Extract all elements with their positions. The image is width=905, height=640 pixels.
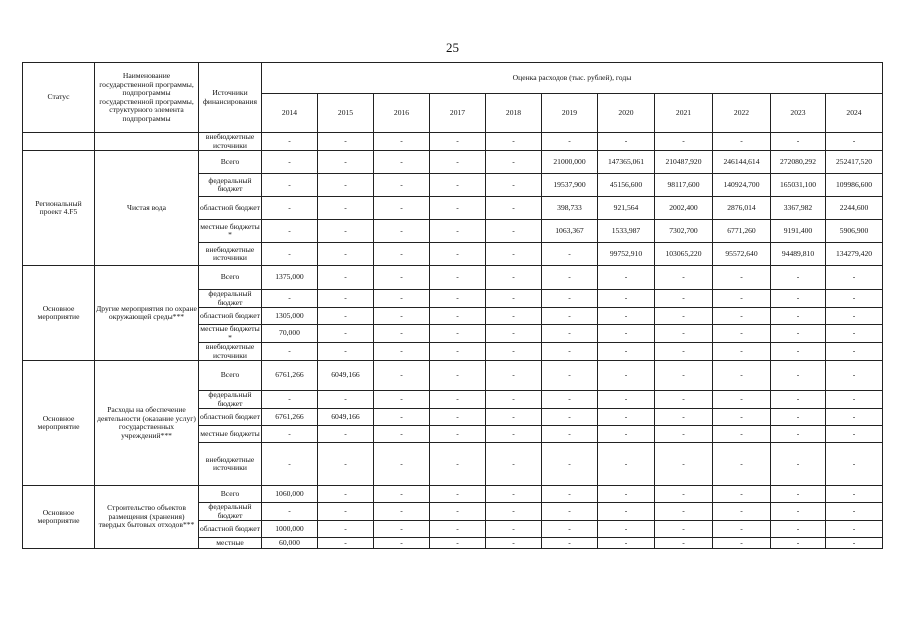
value-cell: - bbox=[430, 308, 486, 325]
table-row bbox=[23, 133, 883, 151]
value-cell: - bbox=[486, 443, 542, 486]
value-cell: 19537,900 bbox=[542, 174, 598, 197]
value-cell: - bbox=[598, 426, 655, 443]
value-cell: - bbox=[542, 486, 598, 503]
value-cell: - bbox=[318, 503, 374, 521]
value-cell: - bbox=[598, 503, 655, 521]
value-cell: - bbox=[713, 538, 771, 549]
value-cell: - bbox=[655, 426, 713, 443]
year-header: 2024 bbox=[826, 94, 883, 133]
value-cell: - bbox=[486, 361, 542, 391]
value-cell: - bbox=[826, 133, 883, 151]
value-cell: - bbox=[771, 538, 826, 549]
value-cell: 99752,910 bbox=[598, 243, 655, 266]
value-cell: 6771,260 bbox=[713, 220, 771, 243]
value-cell: - bbox=[430, 486, 486, 503]
value-cell: - bbox=[318, 290, 374, 308]
value-cell: - bbox=[262, 243, 318, 266]
value-cell: - bbox=[542, 325, 598, 343]
funding-source: внебюджетные источники bbox=[199, 443, 262, 486]
value-cell: - bbox=[486, 325, 542, 343]
value-cell: - bbox=[598, 325, 655, 343]
value-cell: - bbox=[598, 266, 655, 290]
value-cell: - bbox=[826, 343, 883, 361]
value-cell: - bbox=[655, 486, 713, 503]
year-header: 2021 bbox=[655, 94, 713, 133]
row-status: Региональный проект 4.F5 bbox=[23, 151, 95, 266]
value-cell: - bbox=[655, 443, 713, 486]
header-name: Наименование государственной программы, подпрограммы государственной программы, структурного элемента подпрограммы bbox=[95, 63, 199, 133]
value-cell: - bbox=[713, 308, 771, 325]
value-cell: - bbox=[318, 343, 374, 361]
value-cell: - bbox=[374, 220, 430, 243]
value-cell: - bbox=[713, 343, 771, 361]
value-cell: - bbox=[430, 133, 486, 151]
header-cost-group: Оценка расходов (тыс. рублей), годы bbox=[262, 63, 883, 94]
funding-source: Всего bbox=[199, 486, 262, 503]
funding-source: местные бюджеты * bbox=[199, 220, 262, 243]
year-header: 2018 bbox=[486, 94, 542, 133]
row-status: Основное мероприятие bbox=[23, 266, 95, 361]
value-cell: - bbox=[542, 521, 598, 538]
value-cell: - bbox=[655, 391, 713, 409]
value-cell: - bbox=[826, 443, 883, 486]
value-cell: - bbox=[598, 443, 655, 486]
value-cell: - bbox=[542, 538, 598, 549]
funding-source: федеральный бюджет bbox=[199, 290, 262, 308]
value-cell: - bbox=[598, 521, 655, 538]
value-cell: - bbox=[430, 426, 486, 443]
value-cell: - bbox=[374, 174, 430, 197]
value-cell: - bbox=[598, 538, 655, 549]
value-cell: - bbox=[486, 343, 542, 361]
funding-source: областной бюджет bbox=[199, 308, 262, 325]
value-cell: - bbox=[771, 266, 826, 290]
row-program-name: Другие мероприятия по охране окружающей среды*** bbox=[95, 266, 199, 361]
value-cell: - bbox=[486, 151, 542, 174]
value-cell: - bbox=[542, 290, 598, 308]
value-cell: - bbox=[771, 133, 826, 151]
year-header: 2022 bbox=[713, 94, 771, 133]
value-cell: 5906,900 bbox=[826, 220, 883, 243]
value-cell: - bbox=[655, 133, 713, 151]
value-cell: - bbox=[598, 409, 655, 426]
value-cell: 95572,640 bbox=[713, 243, 771, 266]
value-cell: - bbox=[318, 325, 374, 343]
value-cell: - bbox=[771, 521, 826, 538]
value-cell: - bbox=[655, 521, 713, 538]
value-cell: - bbox=[486, 174, 542, 197]
funding-source: областной бюджет bbox=[199, 197, 262, 220]
value-cell: - bbox=[598, 308, 655, 325]
value-cell: - bbox=[542, 503, 598, 521]
value-cell: - bbox=[713, 503, 771, 521]
funding-source: местные bbox=[199, 538, 262, 549]
value-cell: 210487,920 bbox=[655, 151, 713, 174]
value-cell: 60,000 bbox=[262, 538, 318, 549]
header-source: Источники финансирования bbox=[199, 63, 262, 133]
value-cell: - bbox=[486, 308, 542, 325]
value-cell: - bbox=[374, 133, 430, 151]
value-cell: - bbox=[486, 521, 542, 538]
table-row bbox=[23, 361, 883, 391]
value-cell: - bbox=[713, 521, 771, 538]
value-cell: - bbox=[771, 343, 826, 361]
value-cell: - bbox=[374, 266, 430, 290]
value-cell: - bbox=[318, 443, 374, 486]
value-cell: - bbox=[655, 503, 713, 521]
value-cell: - bbox=[374, 361, 430, 391]
value-cell: - bbox=[542, 391, 598, 409]
value-cell: 45156,600 bbox=[598, 174, 655, 197]
value-cell: 921,564 bbox=[598, 197, 655, 220]
row-program-name: Расходы на обеспечение деятельности (оказание услуг) государственных учреждений*** bbox=[95, 361, 199, 486]
value-cell: - bbox=[430, 266, 486, 290]
value-cell: 21000,000 bbox=[542, 151, 598, 174]
funding-source: федеральный бюджет bbox=[199, 174, 262, 197]
row-program-name bbox=[95, 133, 199, 151]
value-cell: - bbox=[598, 486, 655, 503]
value-cell: - bbox=[374, 290, 430, 308]
value-cell: - bbox=[430, 174, 486, 197]
header-status: Статус bbox=[23, 63, 95, 133]
value-cell: - bbox=[655, 325, 713, 343]
funding-source: местные бюджеты bbox=[199, 426, 262, 443]
value-cell: 1000,000 bbox=[262, 521, 318, 538]
value-cell: - bbox=[771, 290, 826, 308]
value-cell: - bbox=[262, 133, 318, 151]
value-cell: - bbox=[374, 343, 430, 361]
value-cell: - bbox=[430, 521, 486, 538]
row-status bbox=[23, 133, 95, 151]
value-cell: 109986,600 bbox=[826, 174, 883, 197]
funding-source: Всего bbox=[199, 151, 262, 174]
value-cell: - bbox=[771, 486, 826, 503]
value-cell: - bbox=[486, 426, 542, 443]
funding-source: внебюджетные источники bbox=[199, 243, 262, 266]
value-cell: - bbox=[430, 443, 486, 486]
value-cell: - bbox=[430, 290, 486, 308]
year-header: 2023 bbox=[771, 94, 826, 133]
value-cell: 103065,220 bbox=[655, 243, 713, 266]
value-cell: 1375,000 bbox=[262, 266, 318, 290]
value-cell: - bbox=[262, 503, 318, 521]
value-cell: - bbox=[826, 391, 883, 409]
value-cell: 1060,000 bbox=[262, 486, 318, 503]
value-cell: - bbox=[486, 290, 542, 308]
value-cell: - bbox=[655, 266, 713, 290]
value-cell: - bbox=[486, 197, 542, 220]
value-cell: 98117,600 bbox=[655, 174, 713, 197]
value-cell: - bbox=[318, 521, 374, 538]
value-cell: 94489,810 bbox=[771, 243, 826, 266]
value-cell: - bbox=[486, 503, 542, 521]
value-cell: - bbox=[430, 325, 486, 343]
value-cell: - bbox=[826, 521, 883, 538]
value-cell: - bbox=[262, 220, 318, 243]
value-cell: - bbox=[771, 325, 826, 343]
value-cell: - bbox=[598, 361, 655, 391]
row-status: Основное мероприятие bbox=[23, 486, 95, 549]
value-cell: 165031,100 bbox=[771, 174, 826, 197]
value-cell: - bbox=[486, 243, 542, 266]
value-cell: - bbox=[430, 503, 486, 521]
value-cell: - bbox=[713, 290, 771, 308]
page-number: 25 bbox=[446, 40, 459, 55]
value-cell: - bbox=[598, 343, 655, 361]
value-cell: - bbox=[713, 486, 771, 503]
value-cell: - bbox=[826, 361, 883, 391]
value-cell: - bbox=[318, 220, 374, 243]
value-cell: - bbox=[826, 290, 883, 308]
year-header: 2015 bbox=[318, 94, 374, 133]
value-cell: - bbox=[374, 391, 430, 409]
budget-table bbox=[22, 62, 883, 549]
value-cell: - bbox=[713, 266, 771, 290]
value-cell: 9191,400 bbox=[771, 220, 826, 243]
value-cell: - bbox=[430, 538, 486, 549]
value-cell: - bbox=[262, 391, 318, 409]
value-cell: 6049,166 bbox=[318, 361, 374, 391]
value-cell: - bbox=[655, 538, 713, 549]
value-cell: - bbox=[318, 486, 374, 503]
value-cell: - bbox=[262, 197, 318, 220]
value-cell: - bbox=[374, 426, 430, 443]
value-cell: 1305,000 bbox=[262, 308, 318, 325]
value-cell: - bbox=[486, 486, 542, 503]
value-cell: - bbox=[826, 538, 883, 549]
value-cell: - bbox=[542, 133, 598, 151]
value-cell: 7302,700 bbox=[655, 220, 713, 243]
value-cell: - bbox=[486, 133, 542, 151]
value-cell: - bbox=[262, 290, 318, 308]
value-cell: - bbox=[374, 409, 430, 426]
value-cell: - bbox=[826, 503, 883, 521]
value-cell: - bbox=[826, 486, 883, 503]
value-cell: - bbox=[826, 409, 883, 426]
table-row bbox=[23, 486, 883, 503]
value-cell: 2244,600 bbox=[826, 197, 883, 220]
value-cell: - bbox=[771, 409, 826, 426]
value-cell: - bbox=[262, 426, 318, 443]
funding-source: федеральный бюджет bbox=[199, 391, 262, 409]
value-cell: - bbox=[318, 243, 374, 266]
value-cell: - bbox=[826, 325, 883, 343]
value-cell: - bbox=[771, 361, 826, 391]
value-cell: - bbox=[655, 308, 713, 325]
funding-source: федеральный бюджет bbox=[199, 503, 262, 521]
value-cell: 252417,520 bbox=[826, 151, 883, 174]
value-cell: - bbox=[374, 443, 430, 486]
value-cell: - bbox=[374, 197, 430, 220]
value-cell: - bbox=[430, 409, 486, 426]
value-cell: 134279,420 bbox=[826, 243, 883, 266]
value-cell: 6761,266 bbox=[262, 361, 318, 391]
value-cell: - bbox=[655, 361, 713, 391]
value-cell: - bbox=[486, 538, 542, 549]
table-row bbox=[23, 266, 883, 290]
value-cell: 140924,700 bbox=[713, 174, 771, 197]
value-cell: - bbox=[262, 151, 318, 174]
value-cell: - bbox=[374, 521, 430, 538]
value-cell: 2002,400 bbox=[655, 197, 713, 220]
value-cell: - bbox=[430, 343, 486, 361]
funding-source: местные бюджеты * bbox=[200, 324, 260, 342]
value-cell: - bbox=[486, 409, 542, 426]
value-cell: 70,000 bbox=[262, 325, 318, 343]
table-row bbox=[23, 151, 883, 174]
value-cell: - bbox=[771, 503, 826, 521]
value-cell: 1063,367 bbox=[542, 220, 598, 243]
value-cell: 272080,292 bbox=[771, 151, 826, 174]
value-cell: - bbox=[542, 266, 598, 290]
value-cell: - bbox=[771, 308, 826, 325]
value-cell: - bbox=[430, 151, 486, 174]
value-cell: - bbox=[486, 220, 542, 243]
value-cell: - bbox=[318, 308, 374, 325]
value-cell: - bbox=[318, 266, 374, 290]
value-cell: 1533,987 bbox=[598, 220, 655, 243]
value-cell: - bbox=[318, 151, 374, 174]
value-cell: - bbox=[486, 391, 542, 409]
value-cell: - bbox=[430, 361, 486, 391]
value-cell: - bbox=[542, 443, 598, 486]
value-cell: - bbox=[374, 308, 430, 325]
value-cell: 147365,061 bbox=[598, 151, 655, 174]
value-cell: - bbox=[598, 133, 655, 151]
value-cell: - bbox=[542, 426, 598, 443]
value-cell: - bbox=[713, 443, 771, 486]
value-cell: - bbox=[713, 361, 771, 391]
value-cell: - bbox=[713, 391, 771, 409]
year-header: 2016 bbox=[374, 94, 430, 133]
year-header: 2019 bbox=[542, 94, 598, 133]
value-cell: - bbox=[318, 391, 374, 409]
value-cell: - bbox=[542, 343, 598, 361]
value-cell: - bbox=[713, 133, 771, 151]
value-cell: - bbox=[771, 426, 826, 443]
value-cell: - bbox=[318, 174, 374, 197]
funding-source: областной бюджет bbox=[199, 409, 262, 426]
value-cell: - bbox=[430, 220, 486, 243]
value-cell: 6049,166 bbox=[318, 409, 374, 426]
value-cell: - bbox=[374, 503, 430, 521]
value-cell: - bbox=[542, 308, 598, 325]
value-cell: - bbox=[374, 486, 430, 503]
value-cell: - bbox=[655, 290, 713, 308]
value-cell: - bbox=[430, 391, 486, 409]
value-cell: - bbox=[262, 443, 318, 486]
row-program-name: Чистая вода bbox=[95, 151, 199, 266]
year-header: 2017 bbox=[430, 94, 486, 133]
row-status: Основное мероприятие bbox=[23, 361, 95, 486]
value-cell: - bbox=[542, 409, 598, 426]
funding-source: областной бюджет bbox=[199, 521, 262, 538]
value-cell: 246144,614 bbox=[713, 151, 771, 174]
value-cell: 6761,266 bbox=[262, 409, 318, 426]
value-cell: - bbox=[826, 426, 883, 443]
value-cell: - bbox=[430, 197, 486, 220]
funding-source: Всего bbox=[199, 266, 262, 290]
value-cell: - bbox=[713, 409, 771, 426]
funding-source: Всего bbox=[199, 361, 262, 391]
funding-source: внебюджетные источники bbox=[199, 343, 262, 361]
value-cell: - bbox=[598, 290, 655, 308]
value-cell: - bbox=[826, 266, 883, 290]
value-cell: - bbox=[542, 243, 598, 266]
value-cell: 3367,982 bbox=[771, 197, 826, 220]
value-cell: - bbox=[318, 538, 374, 549]
value-cell: - bbox=[374, 243, 430, 266]
value-cell: - bbox=[713, 426, 771, 443]
value-cell: - bbox=[374, 151, 430, 174]
value-cell: 2876,014 bbox=[713, 197, 771, 220]
value-cell: 398,733 bbox=[542, 197, 598, 220]
year-header: 2020 bbox=[598, 94, 655, 133]
value-cell: - bbox=[542, 361, 598, 391]
value-cell: - bbox=[771, 391, 826, 409]
value-cell: - bbox=[598, 391, 655, 409]
value-cell: - bbox=[374, 538, 430, 549]
row-program-name: Строительство объектов размещения (хранения) твердых бытовых отходов*** bbox=[95, 486, 199, 549]
value-cell: - bbox=[374, 325, 430, 343]
value-cell: - bbox=[655, 409, 713, 426]
value-cell: - bbox=[262, 174, 318, 197]
value-cell: - bbox=[826, 308, 883, 325]
value-cell: - bbox=[430, 243, 486, 266]
value-cell: - bbox=[318, 133, 374, 151]
value-cell: - bbox=[713, 325, 771, 343]
funding-source: внебюджетные источники bbox=[199, 133, 262, 151]
value-cell: - bbox=[655, 343, 713, 361]
value-cell: - bbox=[486, 266, 542, 290]
value-cell: - bbox=[318, 426, 374, 443]
value-cell: - bbox=[262, 343, 318, 361]
value-cell: - bbox=[771, 443, 826, 486]
year-header: 2014 bbox=[262, 94, 318, 133]
value-cell: - bbox=[318, 197, 374, 220]
